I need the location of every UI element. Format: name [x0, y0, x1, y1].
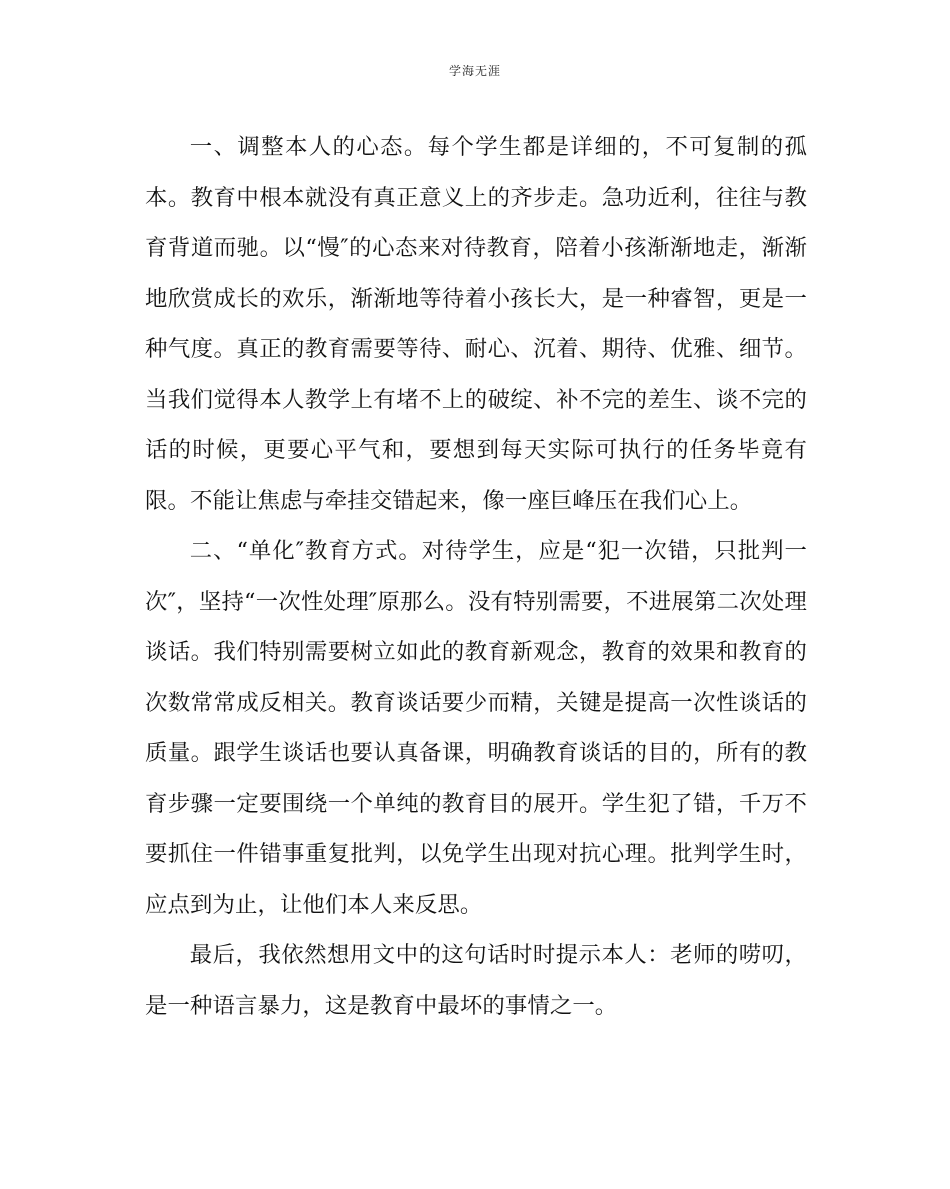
paragraph-conclusion: 最后，我依然想用文中的这句话时时提示本人：老师的唠叨，是一种语言暴力，这是教育中最坏的事情之一。	[145, 942, 807, 1019]
page-header: 学海无涯	[448, 64, 501, 78]
paragraph-mindset: 一、调整本人的心态。每个学生都是详细的，不可复制的孤本。教育中根本就没有真正意义上的齐步走。急功近利，往往与教育背道而驰。以“慢″的心态来对待教育，陪着小孩渐渐地走，渐渐地欣赏成长的欢乐，渐渐地等待着小孩长大，是一种睿智，更是一种气度。真正的教育需要等待、耐心、沉着、期待、优雅、细节。当我们觉得本人教学上有堵不上的破绽、补不完的差生、谈不完的话的时候，更要心平气和，要想到每天实际可执行的任务毕竟有限。不能让焦虑与牵挂交错起来，像一座巨峰压在我们心上。	[145, 134, 807, 514]
paragraph-education-method: 二、“单化″教育方式。对待学生，应是“犯一次错，只批判一次″，坚持“一次性处理″原那么。没有特别需要，不进展第二次处理谈话。我们特别需要树立如此的教育新观念，教育的效果和教育的次数常常成反相关。教育谈话要少而精，关键是提高一次性谈话的质量。跟学生谈话也要认真备课，明确教育谈话的目的，所有的教育步骤一定要围绕一个单纯的教育目的展开。学生犯了错，千万不要抓住一件错事重复批判，以免学生出现对抗心理。批判学生时，应点到为止，让他们本人来反思。	[145, 538, 807, 918]
document-body	[145, 122, 807, 1031]
